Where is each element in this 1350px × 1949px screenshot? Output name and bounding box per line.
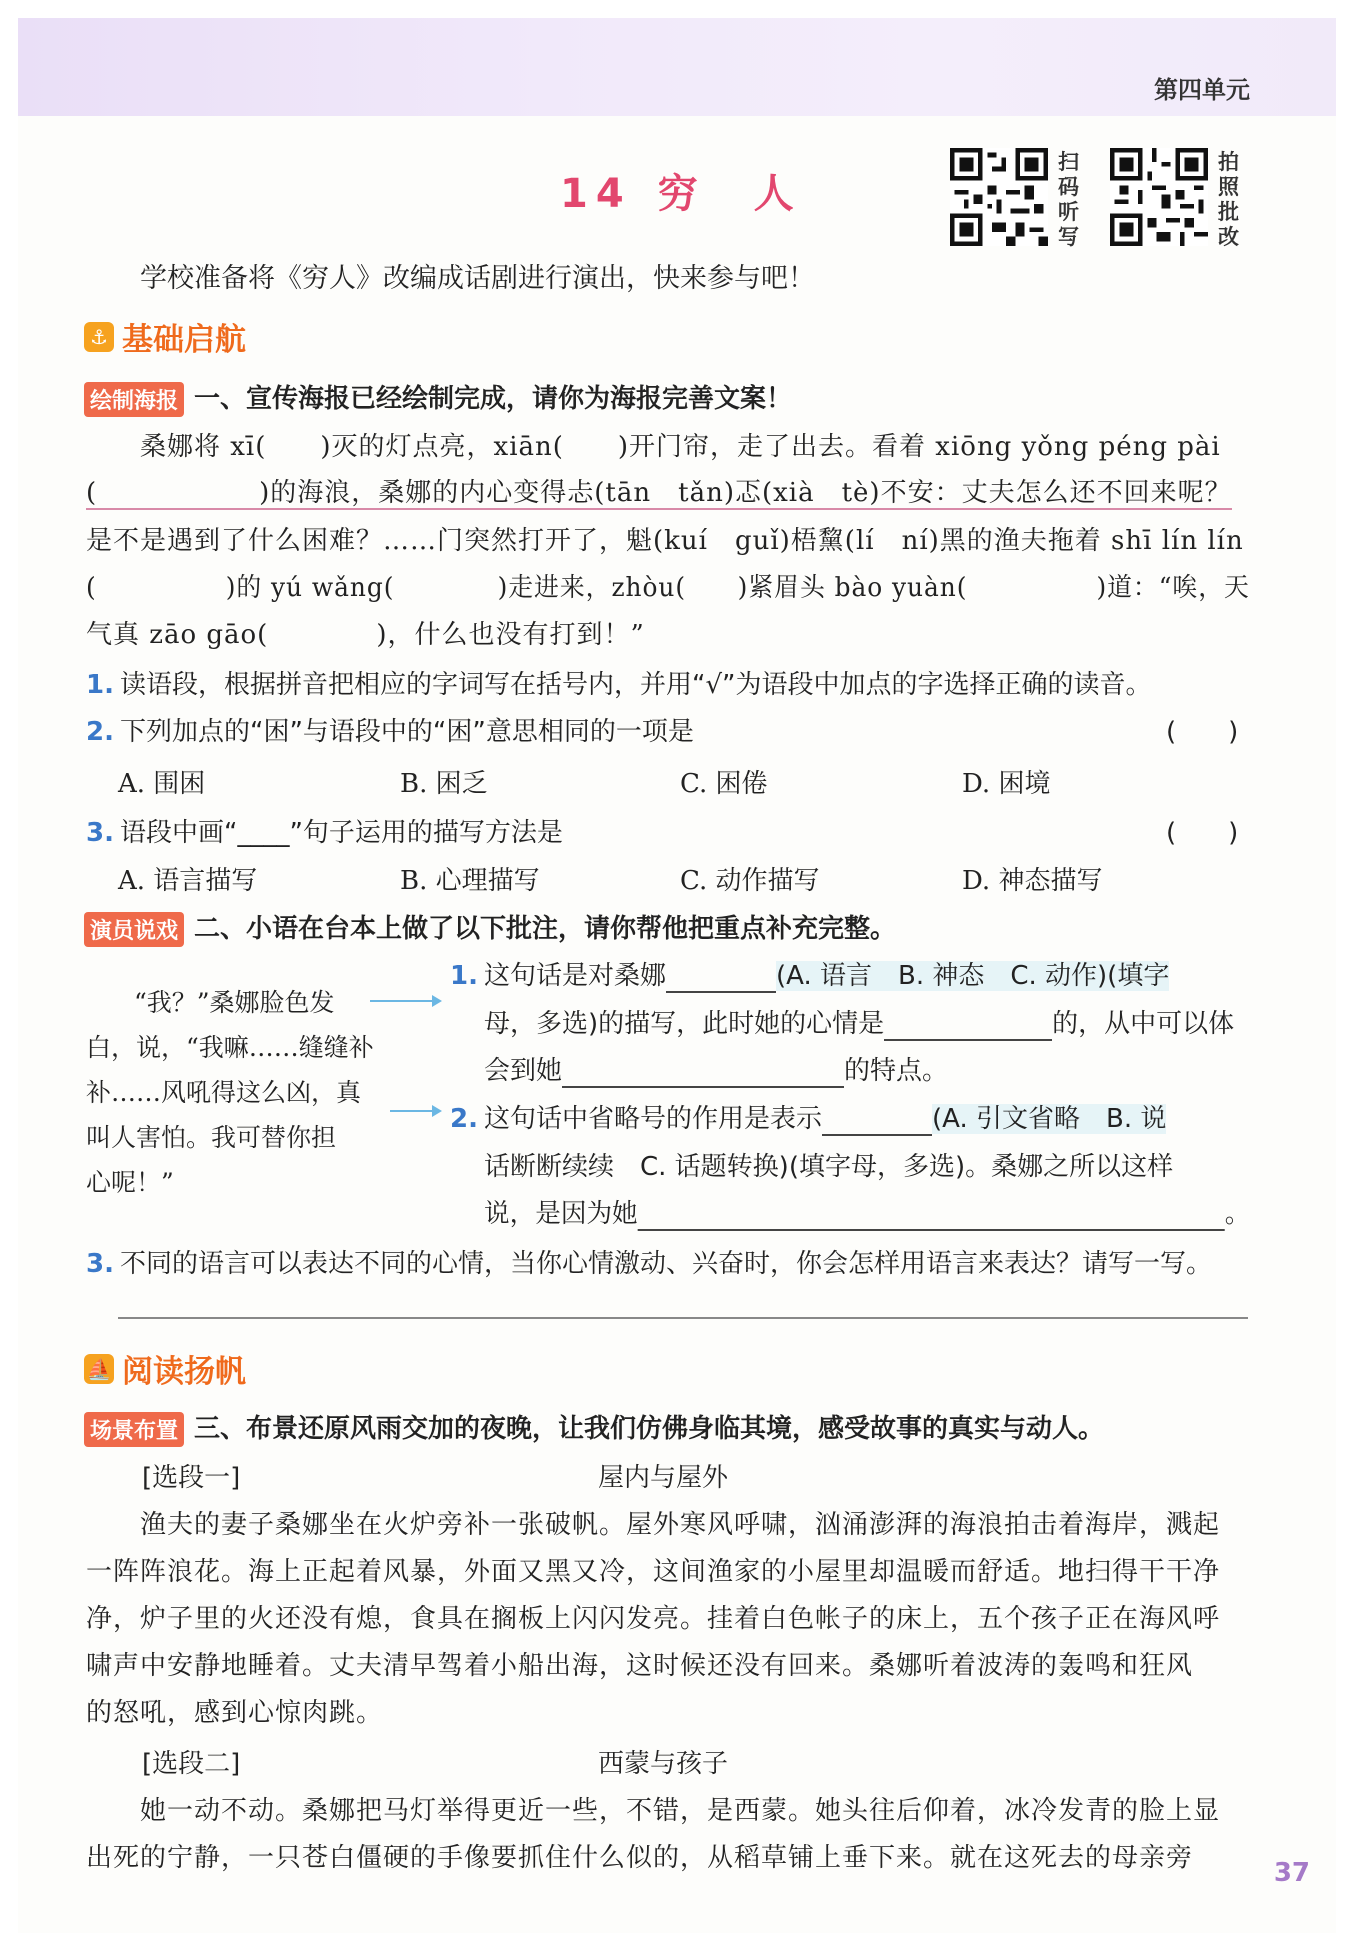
note-1-text-5: 的特点。	[844, 1056, 949, 1086]
selection-2-label: [选段二]	[142, 1749, 241, 1779]
anchor-icon: ⚓	[84, 322, 114, 352]
sel1-line-2: 一阵阵浪花。海上正起着风暴，外面又黑又冷，这间渔家的小屋里却温暖而舒适。地扫得干干净	[86, 1557, 1221, 1587]
lesson-title	[560, 162, 828, 219]
section-reading	[84, 1346, 246, 1391]
note-1-blank-3[interactable]	[562, 1056, 844, 1088]
lesson-name: 穷 人	[657, 171, 802, 217]
qr-code-grading-icon[interactable]	[1110, 148, 1208, 246]
script-quote	[86, 980, 386, 1205]
item-number: 3.	[86, 1249, 114, 1279]
qr-grading-label: 拍照批改	[1218, 150, 1239, 249]
note-2-blank-2[interactable]	[638, 1199, 1225, 1231]
sail-icon: ⛵	[84, 1354, 114, 1384]
note-1-text-4: 会到她	[484, 1056, 563, 1086]
annotation-arrow-2	[390, 1110, 440, 1112]
note-1-options: (A. 语言 B. 神态 C. 动作)(填字	[775, 961, 1170, 991]
quote-line: 补……风吼得这么凶，真	[86, 1078, 362, 1107]
selection-1-label: [选段一]	[142, 1463, 241, 1493]
q1-title: 一、宣传海报已经绘制完成，请你为海报完善文案！	[194, 384, 793, 414]
item-number: 1.	[86, 670, 114, 700]
intro-text: 学校准备将《穷人》改编成话剧进行演出，快来参与吧！	[140, 263, 815, 294]
q1-item-2-text: 下列加点的“困”与语段中的“困”意思相同的一项是	[119, 717, 694, 747]
q1-line-4: ( )的 yú wǎng( )走进来，zhòu( )紧眉头 bào yuàn( )道：“唉，天	[86, 573, 1250, 603]
item-number: 3.	[86, 818, 114, 848]
note-2-line-1	[450, 1098, 1166, 1136]
sel2-line-1: 她一动不动。桑娜把马灯举得更近一些，不错，是西蒙。她头往后仰着，冰冷发青的脸上显	[140, 1796, 1221, 1826]
q1-item-2	[86, 711, 694, 748]
quote-line: “我？”桑娜脸色发	[134, 988, 335, 1017]
annotation-arrow-1	[370, 1000, 440, 1002]
q1-line-5: 气真 zāo gāo( )，什么也没有打到！”	[86, 620, 645, 650]
q1-line-3: 是不是遇到了什么困难？……门突然打开了，魁(kuí guǐ)梧黧(lí ní)黑的渔夫拖着 shī lín lín	[86, 526, 1244, 556]
selection-2-heading: 西蒙与孩子	[598, 1749, 729, 1779]
selection-1-heading: 屋内与屋外	[598, 1463, 729, 1493]
lesson-number: 14	[560, 171, 632, 217]
qr-code-dictation-icon[interactable]	[950, 148, 1048, 246]
q1-line-2	[86, 472, 1232, 509]
header-band	[18, 18, 1336, 116]
q1-item-2-answer[interactable]: ( )	[1166, 717, 1239, 747]
sel1-line-5: 的怒吼，感到心惊肉跳。	[86, 1698, 384, 1728]
q3-tag: 场景布置	[84, 1412, 184, 1447]
quote-line: 白，说，“我嘛……缝缝补	[86, 1033, 374, 1062]
section-basic-title: 基础启航	[122, 322, 246, 358]
section-reading-title: 阅读扬帆	[122, 1354, 246, 1390]
q1-line-1: 桑娜将 xī( )灭的灯点亮，xiān( )开门帘，走了出去。看着 xiōng yǒng péng pài	[140, 432, 1221, 462]
note-1-blank-1[interactable]	[666, 961, 776, 993]
q1-item-1-text: 读语段，根据拼音把相应的字词写在括号内，并用“√”为语段中加点的字选择正确的读音。	[119, 670, 1152, 700]
note-1-line-1	[450, 955, 1169, 993]
quote-line: 叫人害怕。我可替你担	[86, 1123, 337, 1152]
q2-tag: 演员说戏	[84, 912, 184, 947]
note-2-text-4: 。	[1224, 1199, 1251, 1229]
q2-option-d[interactable]: D. 困境	[962, 769, 1051, 799]
answer-line[interactable]	[118, 1317, 1248, 1319]
page-number: 37	[1273, 1858, 1310, 1888]
q1-tag: 绘制海报	[84, 382, 184, 417]
q2-item-3	[86, 1243, 1212, 1280]
q3-option-b[interactable]: B. 心理描写	[400, 866, 540, 896]
q2-option-c[interactable]: C. 困倦	[680, 769, 768, 799]
q1-item-3	[86, 812, 563, 849]
sel1-line-4: 啸声中安静地睡着。丈夫清早驾着小船出海，这时候还没有回来。桑娜听着波涛的轰鸣和狂风	[86, 1651, 1194, 1681]
note-2-text: 这句话中省略号的作用是表示	[483, 1104, 822, 1134]
q2-heading	[84, 908, 896, 947]
item-number: 2.	[450, 1104, 478, 1134]
note-1-text: 这句话是对桑娜	[483, 961, 666, 991]
note-1-line-3	[484, 1050, 948, 1088]
q3-option-c[interactable]: C. 动作描写	[680, 866, 820, 896]
note-1-line-2	[484, 1003, 1234, 1041]
q1-line-2-text: ( )的海浪，桑娜的内心变得忐(tān tǎn)忑(xià tè)不安：丈夫怎么还不回来呢？	[86, 478, 1232, 508]
q3-heading	[84, 1408, 1104, 1447]
q2-option-a[interactable]: A. 围困	[118, 769, 206, 799]
note-2-line-3	[484, 1193, 1250, 1231]
sel2-line-2: 出死的宁静，一只苍白僵硬的手像要抓住什么似的，从稻草铺上垂下来。就在这死去的母亲旁	[86, 1843, 1194, 1873]
note-1-blank-2[interactable]	[884, 1009, 1052, 1041]
q3-title: 三、布景还原风雨交加的夜晚，让我们仿佛身临其境，感受故事的真实与动人。	[194, 1414, 1105, 1444]
item-number: 1.	[450, 961, 478, 991]
q2-option-b[interactable]: B. 困乏	[400, 769, 488, 799]
sel1-line-1: 渔夫的妻子桑娜坐在火炉旁补一张破帆。屋外寒风呼啸，汹涌澎湃的海浪拍击着海岸，溅起	[140, 1510, 1221, 1540]
note-2-blank-1[interactable]	[822, 1104, 932, 1136]
note-2-options: (A. 引文省略 B. 说	[931, 1104, 1167, 1134]
item-number: 2.	[86, 717, 114, 747]
q3-option-a[interactable]: A. 语言描写	[118, 866, 258, 896]
q2-item-3-text: 不同的语言可以表达不同的心情，当你心情激动、兴奋时，你会怎样用语言来表达？请写一写。	[119, 1249, 1212, 1279]
note-2-line-2	[484, 1146, 1173, 1183]
qr-dictation-label: 扫码听写	[1058, 150, 1079, 249]
note-1-text-2: 母，多选)的描写，此时她的心情是	[484, 1009, 885, 1039]
unit-label: 第四单元	[1154, 76, 1250, 104]
note-2-text-3: 说，是因为她	[484, 1199, 638, 1229]
note-1-text-3: 的，从中可以体	[1052, 1009, 1235, 1039]
q3-option-d[interactable]: D. 神态描写	[962, 866, 1103, 896]
section-basic	[84, 314, 246, 359]
q1-item-3-text: 语段中画“____”句子运用的描写方法是	[119, 818, 563, 848]
note-2-text-2: 话断断续续 C. 话题转换)(填字母，多选)。桑娜之所以这样	[484, 1152, 1174, 1182]
q1-heading	[84, 378, 792, 417]
q1-item-1	[86, 664, 1151, 701]
sel1-line-3: 净，炉子里的火还没有熄，食具在搁板上闪闪发亮。挂着白色帐子的床上，五个孩子正在海风呼	[86, 1604, 1221, 1634]
quote-line: 心呢！”	[86, 1168, 174, 1197]
q1-item-3-answer[interactable]: ( )	[1166, 818, 1239, 848]
q2-title: 二、小语在台本上做了以下批注，请你帮他把重点补充完整。	[194, 914, 897, 944]
